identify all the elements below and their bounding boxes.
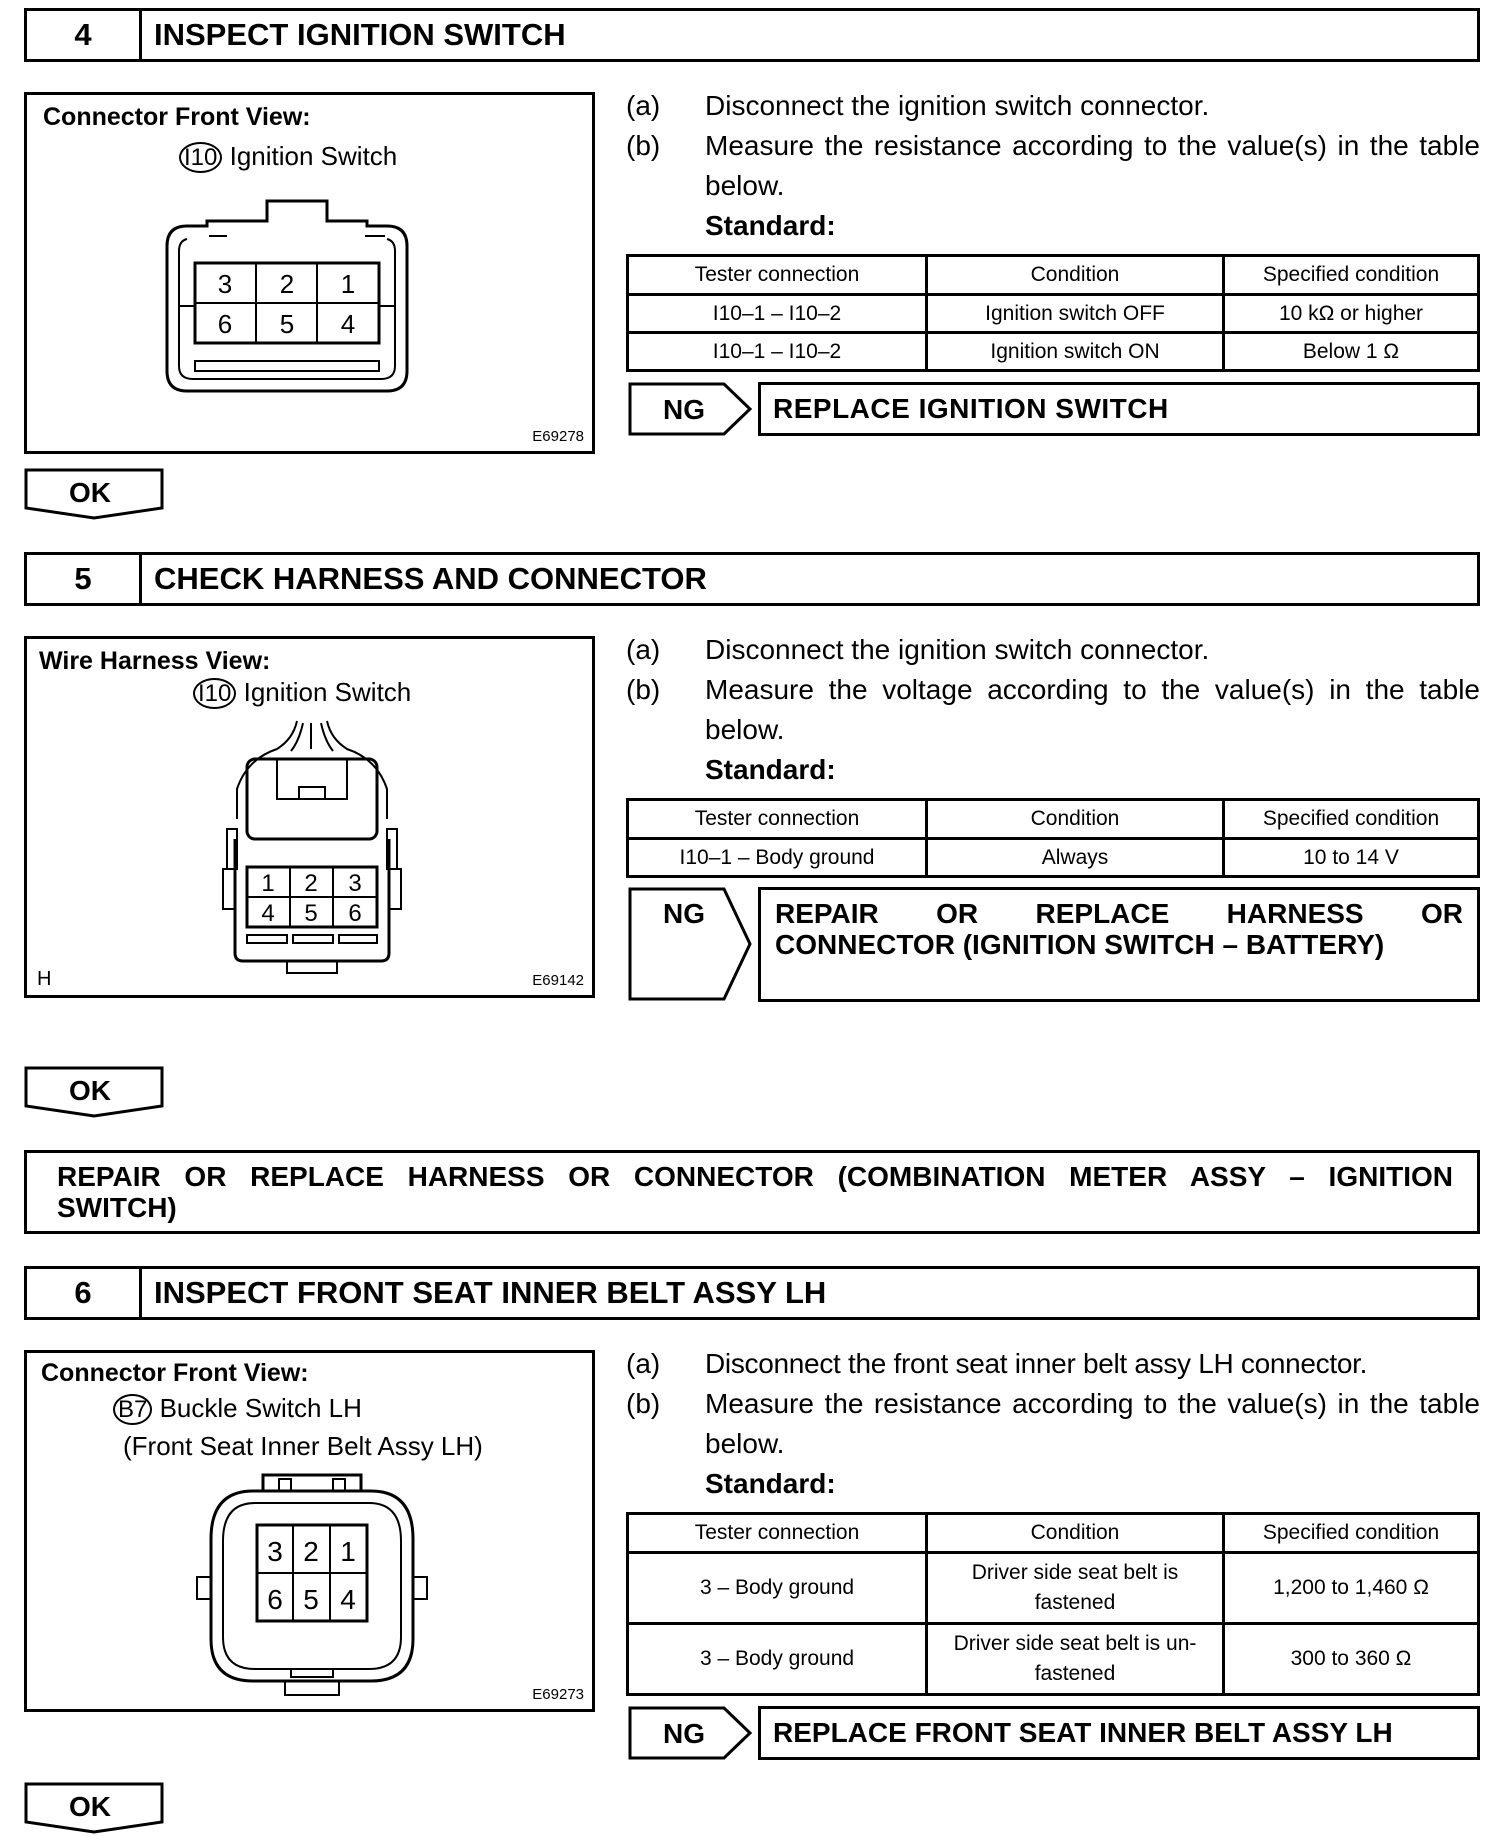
pin-label: 2 <box>304 870 318 897</box>
pin-label: 3 <box>217 269 233 299</box>
pin-label: 6 <box>217 309 233 339</box>
step-a-text: Disconnect the ignition switch connector. <box>705 90 1210 121</box>
ng-action-text: REPLACE FRONT SEAT INNER BELT ASSY LH <box>773 1717 1393 1748</box>
pin-label: 5 <box>279 309 295 339</box>
section-6-header <box>24 1266 1480 1320</box>
table-cell: 3 – Body ground <box>628 1553 927 1624</box>
table-header: Condition <box>927 256 1224 295</box>
connector-label <box>179 141 397 172</box>
figure-mark: H <box>37 968 52 990</box>
connector-front-diagram <box>193 1469 433 1699</box>
pin-label: 6 <box>348 900 362 927</box>
step-a-text: Disconnect the ignition switch connector. <box>705 634 1210 665</box>
repair-harness-box <box>24 1150 1480 1234</box>
section-6-figure <box>24 1350 595 1712</box>
pin-label: 6 <box>267 1584 283 1615</box>
section-4-figure <box>24 92 595 454</box>
step-a-label: (a) <box>626 90 661 121</box>
ok-label: OK <box>69 1791 111 1822</box>
table-header: Specified condition <box>1224 256 1479 295</box>
table-cell: Below 1 Ω <box>1224 333 1479 371</box>
table-header: Tester connection <box>628 800 927 839</box>
step-a-label: (a) <box>626 1348 661 1379</box>
step-b-text: Measure the resistance according to the value(s) in the table below. <box>705 1388 1480 1459</box>
ng-action-text-line1: REPAIR OR REPLACE HARNESS OR <box>775 898 1463 929</box>
table-cell: 300 to 360 Ω <box>1224 1624 1479 1695</box>
pin-label: 5 <box>303 1584 319 1615</box>
table-header: Condition <box>927 1514 1224 1553</box>
connector-name: Ignition Switch <box>229 141 398 171</box>
figure-code: E69273 <box>532 1686 584 1703</box>
step-a <box>626 630 1480 670</box>
ng-action-text: REPLACE IGNITION SWITCH <box>773 393 1169 424</box>
step-a <box>626 86 1480 126</box>
table-cell: 1,200 to 1,460 Ω <box>1224 1553 1479 1624</box>
ng-arrow <box>628 1706 754 1760</box>
section-4-number: 4 <box>27 11 142 59</box>
pin-label: 3 <box>348 870 362 897</box>
table-cell: Driver side seat belt is un-fastened <box>927 1624 1224 1695</box>
standard-label: Standard: <box>705 754 836 785</box>
table-header: Specified condition <box>1224 800 1479 839</box>
connector-id-circle: I10 <box>193 678 236 709</box>
figure-code: E69142 <box>532 972 584 989</box>
section-5-steps <box>626 630 1480 790</box>
step-a <box>626 1344 1480 1384</box>
figure-caption: Connector Front View: <box>43 103 311 131</box>
standard-label: Standard: <box>705 210 836 241</box>
pin-label: 4 <box>340 1584 356 1615</box>
table-row <box>628 1624 1479 1695</box>
section-6-steps <box>626 1344 1480 1504</box>
connector-id-circle: B7 <box>113 1394 152 1425</box>
section-4-ng-action <box>758 382 1480 436</box>
ok-label: OK <box>69 477 111 508</box>
table-cell: I10–1 – Body ground <box>628 839 927 877</box>
step-b-text: Measure the resistance according to the value(s) in the table below. <box>705 130 1480 201</box>
step-b <box>626 670 1480 750</box>
pin-label: 2 <box>279 269 295 299</box>
section-4-steps <box>626 86 1480 246</box>
connector-name: Buckle Switch LH <box>159 1393 362 1423</box>
step-b-label: (b) <box>626 674 661 705</box>
connector-name: Ignition Switch <box>243 677 412 707</box>
table-row <box>628 295 1479 333</box>
table-cell: 3 – Body ground <box>628 1624 927 1695</box>
section-5-ok-tag <box>24 1066 164 1118</box>
pin-label: 5 <box>304 900 318 927</box>
table-header-row <box>628 256 1479 295</box>
table-cell: 10 kΩ or higher <box>1224 295 1479 333</box>
step-b-label: (b) <box>626 130 661 161</box>
pin-label: 1 <box>340 1536 356 1567</box>
table-cell: Ignition switch ON <box>927 333 1224 371</box>
section-6-ng-action <box>758 1706 1480 1760</box>
table-header: Tester connection <box>628 1514 927 1553</box>
connector-label <box>193 677 411 708</box>
table-cell: Driver side seat belt is fastened <box>927 1553 1224 1624</box>
connector-front-diagram <box>157 191 447 401</box>
table-cell: I10–1 – I10–2 <box>628 333 927 371</box>
ng-arrow <box>628 887 754 1002</box>
table-cell: I10–1 – I10–2 <box>628 295 927 333</box>
step-b-label: (b) <box>626 1388 661 1419</box>
section-5-header <box>24 552 1480 606</box>
table-cell: Always <box>927 839 1224 877</box>
section-4-title: INSPECT IGNITION SWITCH <box>154 17 566 52</box>
step-a-label: (a) <box>626 634 661 665</box>
section-6-ok-tag <box>24 1782 164 1834</box>
table-header-row <box>628 800 1479 839</box>
repair-text-line2: SWITCH) <box>57 1192 177 1223</box>
ng-label: NG <box>663 898 705 929</box>
figure-caption: Wire Harness View: <box>39 647 271 675</box>
step-b <box>626 1384 1480 1464</box>
pin-label: 4 <box>340 309 356 339</box>
figure-code: E69278 <box>532 428 584 445</box>
connector-name-detail: (Front Seat Inner Belt Assy LH) <box>123 1431 483 1461</box>
section-5-figure <box>24 636 595 998</box>
ng-action-text-line2: CONNECTOR (IGNITION SWITCH – BATTERY) <box>775 929 1385 960</box>
pin-label: 1 <box>340 269 356 299</box>
wire-harness-diagram <box>207 719 417 977</box>
pin-label: 2 <box>303 1536 319 1567</box>
ng-arrow <box>628 382 754 436</box>
connector-id-circle: I10 <box>179 142 222 173</box>
section-5-title: CHECK HARNESS AND CONNECTOR <box>154 561 707 596</box>
section-5-ng-action <box>758 887 1480 1002</box>
section-4-ok-tag <box>24 468 164 520</box>
table-row <box>628 333 1479 371</box>
table-header: Specified condition <box>1224 1514 1479 1553</box>
figure-caption: Connector Front View: <box>41 1359 309 1387</box>
table-row <box>628 839 1479 877</box>
step-a-text: Disconnect the front seat inner belt assy LH connector. <box>705 1348 1368 1379</box>
table-header: Tester connection <box>628 256 927 295</box>
table-row <box>628 1553 1479 1624</box>
table-cell: 10 to 14 V <box>1224 839 1479 877</box>
section-6-spec-table <box>626 1512 1480 1696</box>
ng-label: NG <box>663 394 705 425</box>
section-4-header <box>24 8 1480 62</box>
section-6-title: INSPECT FRONT SEAT INNER BELT ASSY LH <box>154 1275 827 1310</box>
pin-label: 1 <box>261 870 275 897</box>
section-4-spec-table <box>626 254 1480 372</box>
step-b <box>626 126 1480 206</box>
section-5-number: 5 <box>27 555 142 603</box>
pin-label: 3 <box>267 1536 283 1567</box>
connector-label <box>113 1393 362 1424</box>
section-5-spec-table <box>626 798 1480 878</box>
table-header-row <box>628 1514 1479 1553</box>
ok-label: OK <box>69 1075 111 1106</box>
ng-label: NG <box>663 1718 705 1749</box>
pin-label: 4 <box>261 900 275 927</box>
step-b-text: Measure the voltage according to the value(s) in the table below. <box>705 674 1480 745</box>
repair-text-line1: REPAIR OR REPLACE HARNESS OR CONNECTOR (COMBINATION METER ASSY – IGNITION <box>57 1161 1453 1192</box>
standard-label: Standard: <box>705 1468 836 1499</box>
table-header: Condition <box>927 800 1224 839</box>
section-6-number: 6 <box>27 1269 142 1317</box>
table-cell: Ignition switch OFF <box>927 295 1224 333</box>
